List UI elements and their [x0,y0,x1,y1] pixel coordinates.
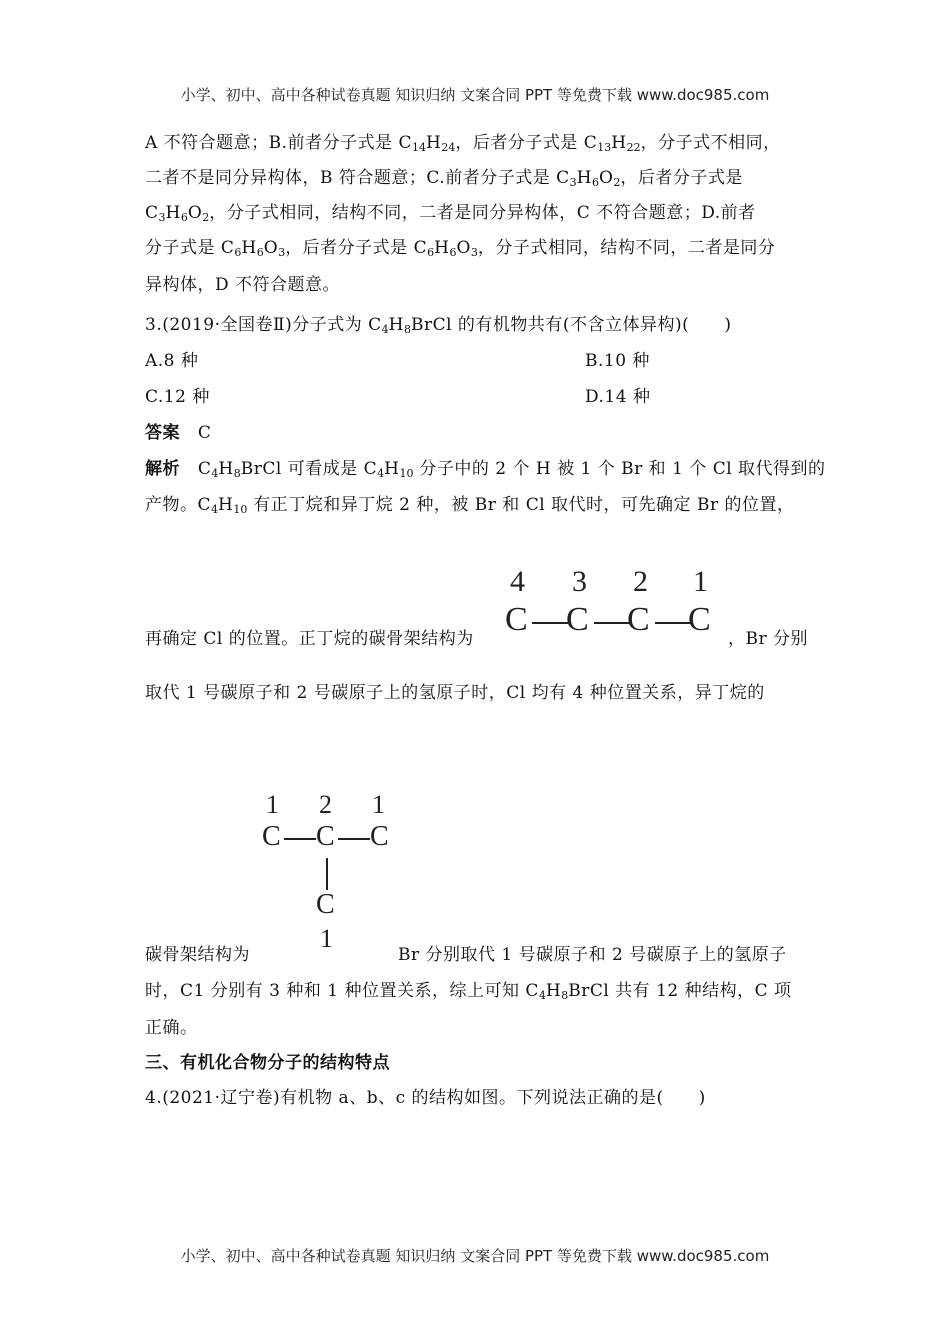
text-line [145,490,794,516]
subscript: 24 [441,141,456,154]
carbon-atom: C [627,601,650,638]
text-segment: 产物。C [145,495,212,515]
butane-skeleton [505,565,725,640]
text-segment: ，后者分子式是 [620,168,743,188]
subscript: 3 [158,211,166,224]
text-segment: H [545,981,562,1001]
question-4-stem: 4.(2021·辽宁卷)有机物 a、b、c 的结构如图。下列说法正确的是( ) [145,1088,706,1108]
option-b: B.10 种 [585,351,650,371]
carbon-atom: C [505,601,528,638]
text-segment: 分子式是 C [145,238,235,258]
subscript: 6 [449,246,457,259]
text-segment: H [165,203,181,223]
carbon-number: 1 [693,565,708,598]
carbon-number: 2 [319,790,332,819]
text-segment: 有正丁烷和异丁烷 2 种，被 Br 和 Cl 取代时，可先确定 Br 的位置， [247,495,795,515]
carbon-atom: C [370,821,389,852]
text-segment: ，分子式不相同， [640,133,781,153]
subscript: 22 [626,141,641,154]
text-line: ，Br 分别 [728,629,809,649]
carbon-number: 3 [572,565,587,598]
answer-label: 答案 [145,423,180,443]
text-segment: O [598,168,614,188]
subscript: 14 [412,141,426,154]
text-segment: BrCl 的有机物共有(不含立体异构)( ) [410,315,732,335]
bond-line [532,622,568,624]
carbon-number: 1 [320,924,333,953]
text-segment: H [388,315,404,335]
text-segment: 3.(2019·全国卷Ⅱ)分子式为 C [145,315,382,335]
question-3-stem [145,310,731,336]
carbon-atom: C [316,821,335,852]
text-segment: ，分子式相同，结构不同，二者是同分 [477,238,776,258]
carbon-atom: C [566,601,589,638]
isobutane-skeleton [262,790,402,953]
text-segment: BrCl 可看成是 C [240,459,378,479]
option-a: A.8 种 [145,351,199,371]
text-segment: O [456,238,471,258]
text-segment: C [197,459,212,479]
bond-line [594,622,630,624]
text-segment: BrCl 共有 12 种结构，C 项 [568,981,792,1001]
bond-line [326,858,328,890]
text-line: 碳骨架结构为 [145,945,250,965]
subscript: 3 [470,246,478,259]
subscript: 2 [613,176,621,189]
text-line [145,233,775,259]
text-line [145,128,781,154]
subscript: 4 [211,503,219,516]
text-segment: H [434,238,450,258]
answer-line [145,418,211,443]
carbon-number: 1 [372,790,385,819]
page-footer: 小学、初中、高中各种试卷真题 知识归纳 文案合同 PPT 等免费下载 www.doc985.com [180,1247,770,1265]
text-segment: H [218,495,234,515]
subscript: 6 [591,176,599,189]
carbon-atom: C [688,601,711,638]
text-segment: ，分子式相同，结构不同，二者是同分异构体，C 不符合题意；D.前者 [209,203,756,223]
text-segment: H [426,133,442,153]
analysis-text [198,459,826,479]
subscript: 10 [233,503,248,516]
text-segment: H [576,168,592,188]
analysis-line [145,454,826,480]
text-segment: ，后者分子式是 C [285,238,428,258]
carbon-atom: C [316,889,335,920]
page-header: 小学、初中、高中各种试卷真题 知识归纳 文案合同 PPT 等免费下载 www.doc985.com [180,86,770,104]
text-segment: C [145,203,159,223]
carbon-number: 4 [510,565,525,598]
subscript: 6 [234,246,242,259]
text-segment: 二者不是同分异构体，B 符合题意；C.前者分子式是 C [145,168,570,188]
text-segment: A 不符合题意；B.前者分子式是 C [145,133,412,153]
text-segment: 分子中的 2 个 H 被 1 个 Br 和 1 个 Cl 取代得到的 [413,459,826,479]
subscript: 6 [256,246,264,259]
subscript: 3 [278,246,286,259]
subscript: 8 [403,323,411,336]
subscript: 2 [202,211,210,224]
subscript: 4 [211,467,219,480]
text-line: 取代 1 号碳原子和 2 号碳原子上的氢原子时，Cl 均有 4 种位置关系，异丁烷的 [145,683,765,703]
carbon-number: 2 [633,565,648,598]
text-line: 异构体，D 不符合题意。 [145,275,341,295]
bond-line [284,838,316,840]
subscript: 8 [561,989,569,1002]
text-segment: H [384,459,400,479]
subscript: 4 [538,989,546,1002]
text-segment: O [263,238,279,258]
carbon-atom: C [262,821,281,852]
text-segment: 时，C1 分别有 3 种和 1 种位置关系，综上可知 C [145,981,539,1001]
bond-line [655,622,691,624]
carbon-number: 1 [266,790,279,819]
section-heading: 三、有机化合物分子的结构特点 [145,1053,390,1073]
text-segment: H [611,133,627,153]
text-segment: O [187,203,203,223]
option-c: C.12 种 [145,387,210,407]
text-segment: H [218,459,234,479]
option-d: D.14 种 [585,387,651,407]
subscript: 4 [381,323,389,336]
text-line [145,163,743,189]
subscript: 4 [377,467,385,480]
text-segment: H [241,238,257,258]
bond-line [338,838,370,840]
text-line: 正确。 [145,1018,198,1038]
subscript: 10 [399,467,414,480]
subscript: 6 [427,246,435,259]
subscript: 6 [180,211,188,224]
subscript: 13 [597,141,612,154]
text-line [145,976,792,1002]
subscript: 8 [233,467,241,480]
answer-value: C [197,423,212,443]
text-line [145,198,756,224]
subscript: 3 [569,176,577,189]
text-line: Br 分别取代 1 号碳原子和 2 号碳原子上的氢原子 [398,945,787,965]
text-line: 再确定 Cl 的位置。正丁烷的碳骨架结构为 [145,629,474,649]
text-segment: ，后者分子式是 C [455,133,598,153]
analysis-label: 解析 [145,459,180,479]
